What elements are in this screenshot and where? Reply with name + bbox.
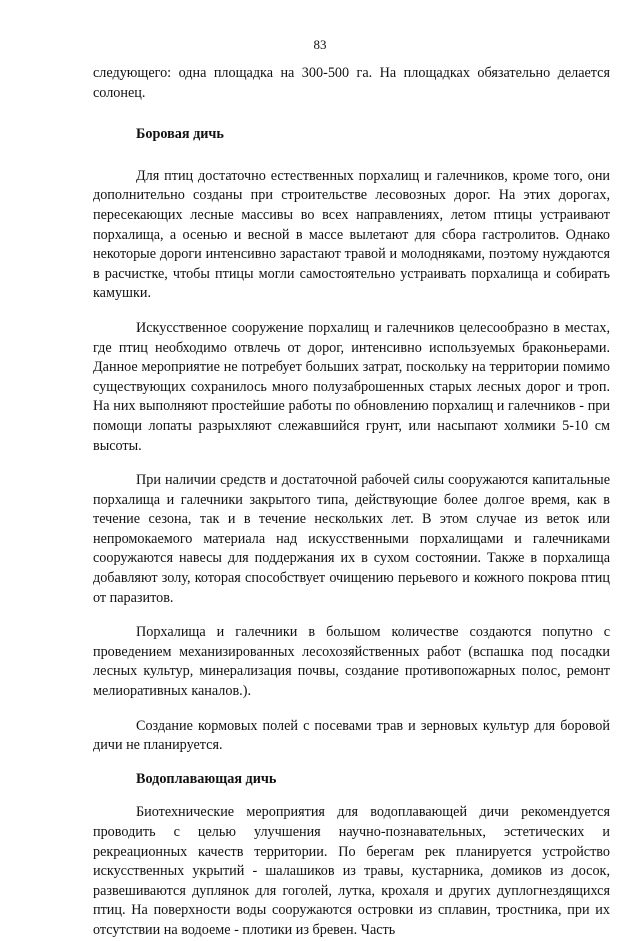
page-number: 83: [313, 37, 327, 52]
paragraph-continuation: следующего: одна площадка на 300-500 га. На площадках обязательно делается солонец.: [93, 65, 610, 101]
section-heading-borovaya-dich: Боровая дичь: [136, 126, 224, 143]
paragraph-mechanized-works: Порхалища и галечники в большом количестве создаются попутно с проведением механизированных лесохозяйственных работ (вспашка под посадки лесных культур, минерализация почвы, создание противопожарных полос, ремонт мелиоративных каналов.).: [93, 624, 610, 700]
paragraph-waterfowl-measures: Биотехнические мероприятия для водоплавающей дичи рекомендуется проводить с целью улучшения научно-познавательных, эстетических и рекреационных качеств территории. По берегам рек планируется устройство искусственных укрытий - шалашиков из травы, кустарника, домиков из досок, развешиваются дуплянок для гоголей, лутка, крохаля и других дуплогнездящихся птиц. На поверхности воды сооружаются островки из сплавин, тростника, при их отсутствии на водоеме - плотики из бревен. Часть: [93, 804, 610, 938]
paragraph-feeding-fields: Создание кормовых полей с посевами трав и зерновых культур для боровой дичи не планируется.: [93, 717, 610, 754]
paragraph-artificial-construction: Искусственное сооружение порхалищ и галечников целесообразно в местах, где птиц необходимо отвлечь от дорог, интенсивно используемых браконьерами. Данное мероприятие не потребует больших затрат, поскольку на территории помимо существующих сохранилось много полузаброшенных старых лесных дорог и троп. На них выполняют простейшие работы по обновлению порхалищ и галечников - при помощи лопаты разрыхляют слежавшийся грунт, или насыпают холмики 5-10 см высоты.: [93, 319, 610, 454]
section-heading-vodoplavayushchaya-dich: Водоплавающая дичь: [136, 770, 277, 787]
paragraph-porkhalishcha-natural: Для птиц достаточно естественных порхалищ и галечников, кроме того, они дополнительно созданы при строительстве лесовозных дорог. На этих дорогах, пересекающих лесные массивы во всех направлениях, летом птицы устраивают порхалища, а осенью и весной в массе вылетают для сбора гастролитов. Однако некоторые дороги интенсивно зарастают травой и молодняками, поэтому нуждаются в расчистке, чтобы птицы могли самостоятельно устраивать порхалища и собирать камушки.: [93, 167, 610, 302]
paragraph-capital-porkhalishcha: При наличии средств и достаточной рабочей силы сооружаются капитальные порхалища и галечники закрытого типа, действующие более долгое время, как в течение сезона, так и в течение нескольких лет. В этом случае из веток или непромокаемого материала над искусственными порхалищами и галечниками сооружаются навесы для поддержания их в сухом состоянии. Также в порхалища добавляют золу, которая способствует очищению перьевого и кожного покрова птиц от паразитов.: [93, 472, 610, 606]
document-body: [93, 64, 610, 941]
